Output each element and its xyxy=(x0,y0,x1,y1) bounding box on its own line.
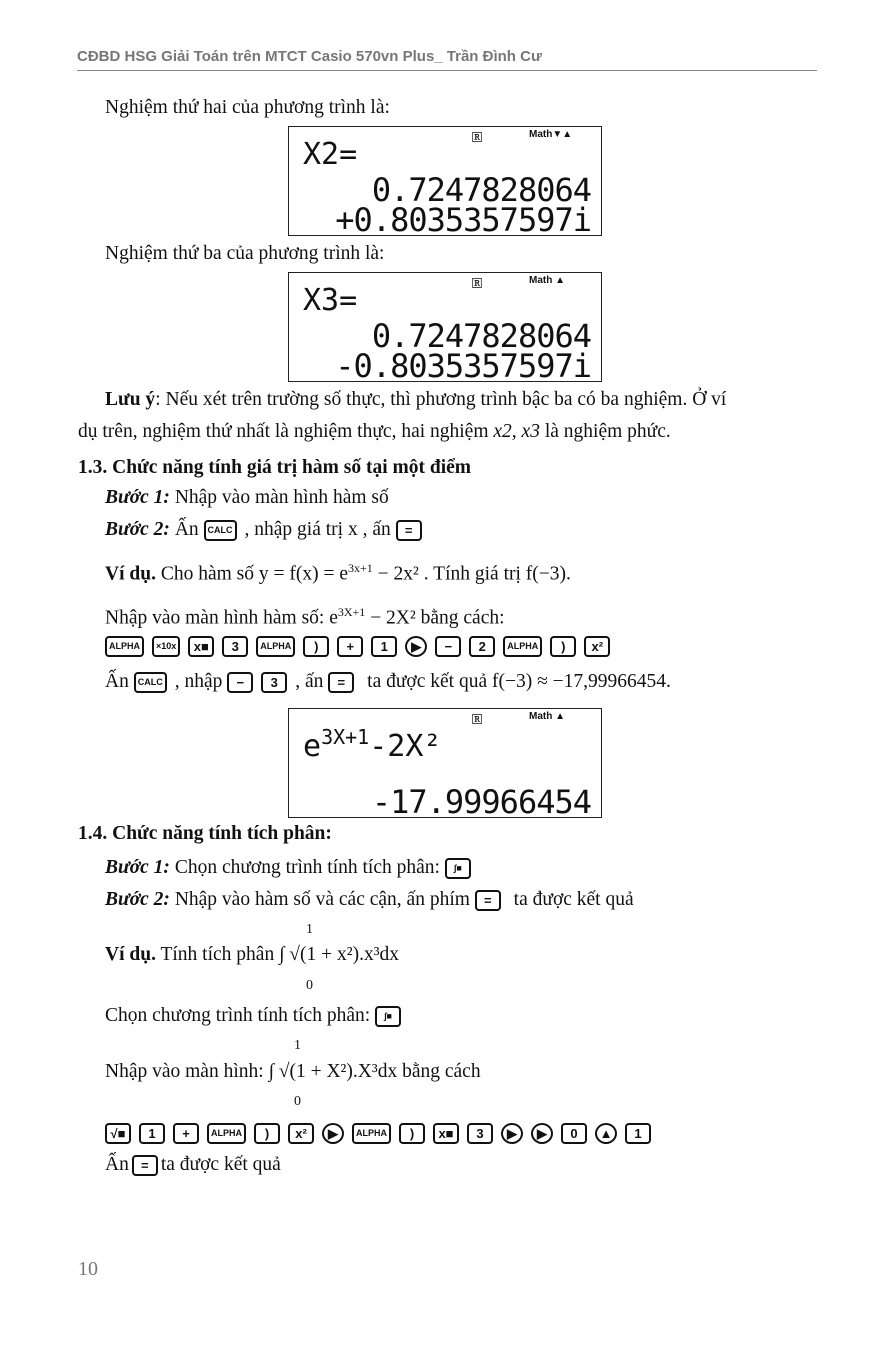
integral-key-icon: ∫■ xyxy=(445,858,471,879)
key-icon: 1 xyxy=(371,636,397,657)
section-heading-1-3: 1.3. Chức năng tính giá trị hàm số tại một điểm xyxy=(78,457,472,478)
key-icon: ▶ xyxy=(501,1123,523,1144)
text: ta được kết quả xyxy=(508,889,634,910)
key-icon: x² xyxy=(584,636,610,657)
step-2 xyxy=(105,888,634,912)
integral-expression: ∫ √(1 + x²).x³dx xyxy=(279,944,400,965)
input-instruction xyxy=(105,600,505,631)
key-icon: 3 xyxy=(467,1123,493,1144)
running-header: CĐBD HSG Giải Toán trên MTCT Casio 570vn Plus_ Trần Đình Cư xyxy=(77,48,542,65)
calculator-screen-3 xyxy=(288,708,602,821)
key-icon: + xyxy=(337,636,363,657)
text: Nhập vào màn hình hàm số: e xyxy=(105,607,338,629)
rest: -2X² xyxy=(369,729,442,764)
exponent: 3x+1 xyxy=(348,561,373,575)
key-icon: − xyxy=(435,636,461,657)
step-label: Bước 2: xyxy=(105,519,170,540)
note-label: Lưu ý xyxy=(105,389,156,410)
minus-key-icon: − xyxy=(227,672,253,693)
key-icon: 0 xyxy=(561,1123,587,1144)
step-text: Nhập vào màn hình hàm số xyxy=(169,487,389,508)
text: Chọn chương trình tính tích phân: xyxy=(105,1005,376,1026)
calc-key-icon: CALC xyxy=(204,520,237,541)
note-paragraph xyxy=(105,388,726,412)
text: Ấn xyxy=(169,519,204,540)
key-icon: ) xyxy=(399,1123,425,1144)
input-instruction xyxy=(105,1060,481,1084)
step-text: Chọn chương trình tính tích phân: xyxy=(169,857,445,878)
text: là nghiệm phức. xyxy=(539,421,671,442)
key-icon: ▶ xyxy=(531,1123,553,1144)
choose-program xyxy=(105,1004,409,1028)
key-sequence-1 xyxy=(105,634,618,658)
key-icon: ▲ xyxy=(595,1123,617,1144)
key-icon: ALPHA xyxy=(503,636,542,657)
key-icon: 3 xyxy=(222,636,248,657)
mode-indicator: Math ▲ xyxy=(529,275,566,286)
calculator-screen-2 xyxy=(288,272,602,385)
key-icon: x■ xyxy=(433,1123,459,1144)
variable-label: X2= xyxy=(303,137,358,172)
key-icon: ×10x xyxy=(152,636,180,657)
key-icon: 1 xyxy=(139,1123,165,1144)
step-label: Bước 1: xyxy=(105,857,170,878)
e: e xyxy=(303,729,322,764)
step-label: Bước 2: xyxy=(105,889,170,910)
key-icon: ALPHA xyxy=(256,636,295,657)
section-heading-1-4: 1.4. Chức năng tính tích phân: xyxy=(78,823,332,844)
exponent: 3X+1 xyxy=(321,725,370,749)
three-key-icon: 3 xyxy=(261,672,287,693)
text: Nhập vào hàm số và các cận, ấn phím xyxy=(169,889,475,910)
example-label: Ví dụ. xyxy=(105,944,156,965)
key-icon: ) xyxy=(303,636,329,657)
text: bằng cách xyxy=(397,1061,481,1082)
equals-key-icon: = xyxy=(475,890,501,911)
result-line xyxy=(105,1153,281,1177)
result-imag: +0.8035357597i xyxy=(335,201,591,239)
text: , nhập giá trị x , ấn xyxy=(244,519,396,540)
page-number: 10 xyxy=(78,1258,98,1280)
key-icon: ALPHA xyxy=(207,1123,246,1144)
text: Ấn xyxy=(105,671,134,692)
key-icon: ALPHA xyxy=(352,1123,391,1144)
text: ta được kết quả f(−3) ≈ −17,99966454. xyxy=(362,671,671,692)
example-label: Ví dụ. xyxy=(105,563,156,585)
text: , nhập xyxy=(174,671,228,692)
key-icon: + xyxy=(173,1123,199,1144)
result-line xyxy=(105,670,671,694)
r-indicator-icon: 🅁 xyxy=(472,715,482,726)
equals-key-icon: = xyxy=(132,1155,158,1176)
result-real: 0.7247828064 xyxy=(371,317,591,355)
key-icon: x² xyxy=(288,1123,314,1144)
note-line-2 xyxy=(78,420,671,444)
result: -17.99966454 xyxy=(371,783,591,821)
text: Tính tích phân xyxy=(155,944,280,965)
text: − 2X² bằng cách: xyxy=(365,607,505,629)
text: Nhập vào màn hình: xyxy=(105,1061,269,1082)
lower-limit: 0 xyxy=(294,1094,301,1109)
integral-expression: ∫ √(1 + X²).X³dx xyxy=(268,1061,398,1082)
expression xyxy=(303,725,441,764)
header-rule xyxy=(77,70,817,71)
integral-key-icon: ∫■ xyxy=(375,1006,401,1027)
text: , ấn xyxy=(295,671,329,692)
exponent: 3X+1 xyxy=(337,605,366,619)
calculator-screen-1 xyxy=(288,126,602,239)
mode-indicator: Math ▲ xyxy=(529,711,566,722)
equals-key-icon: = xyxy=(396,520,422,541)
text: Cho hàm số y = f(x) = e xyxy=(155,563,349,585)
key-sequence-2 xyxy=(105,1121,659,1145)
key-icon: 1 xyxy=(625,1123,651,1144)
equals-key-icon: = xyxy=(328,672,354,693)
r-indicator-icon: 🅁 xyxy=(472,133,482,144)
key-icon: ▶ xyxy=(322,1123,344,1144)
key-icon: ) xyxy=(254,1123,280,1144)
text: − 2x² . Tính giá trị f(−3). xyxy=(372,563,571,585)
mode-indicator: Math▼▲ xyxy=(529,129,573,140)
paragraph: Nghiệm thứ ba của phương trình là: xyxy=(105,243,385,264)
step-1 xyxy=(105,856,479,880)
math-vars: x2, x3 xyxy=(493,421,540,442)
result-imag: -0.8035357597i xyxy=(335,347,591,385)
key-icon: x■ xyxy=(188,636,214,657)
r-indicator-icon: 🅁 xyxy=(472,279,482,290)
key-icon: √■ xyxy=(105,1123,131,1144)
paragraph: Nghiệm thứ hai của phương trình là: xyxy=(105,97,390,118)
key-icon: ) xyxy=(550,636,576,657)
step-2 xyxy=(105,518,430,542)
result-real: 0.7247828064 xyxy=(371,171,591,209)
calc-key-icon: CALC xyxy=(134,672,167,693)
step-label: Bước 1: xyxy=(105,487,170,508)
upper-limit: 1 xyxy=(306,922,313,937)
text: dụ trên, nghiệm thứ nhất là nghiệm thực, hai nghiệm xyxy=(78,421,494,442)
upper-limit: 1 xyxy=(294,1038,301,1053)
step-1 xyxy=(105,486,389,510)
text: ta được kết quả xyxy=(160,1154,281,1175)
key-icon: ▶ xyxy=(405,636,427,657)
note-text: : Nếu xét trên trường số thực, thì phương trình bậc ba có ba nghiệm. Ở ví xyxy=(155,389,727,410)
lower-limit: 0 xyxy=(306,978,313,993)
variable-label: X3= xyxy=(303,283,358,318)
example xyxy=(105,556,571,587)
text: Ấn xyxy=(105,1154,129,1175)
key-icon: ALPHA xyxy=(105,636,144,657)
key-icon: 2 xyxy=(469,636,495,657)
example xyxy=(105,943,399,967)
